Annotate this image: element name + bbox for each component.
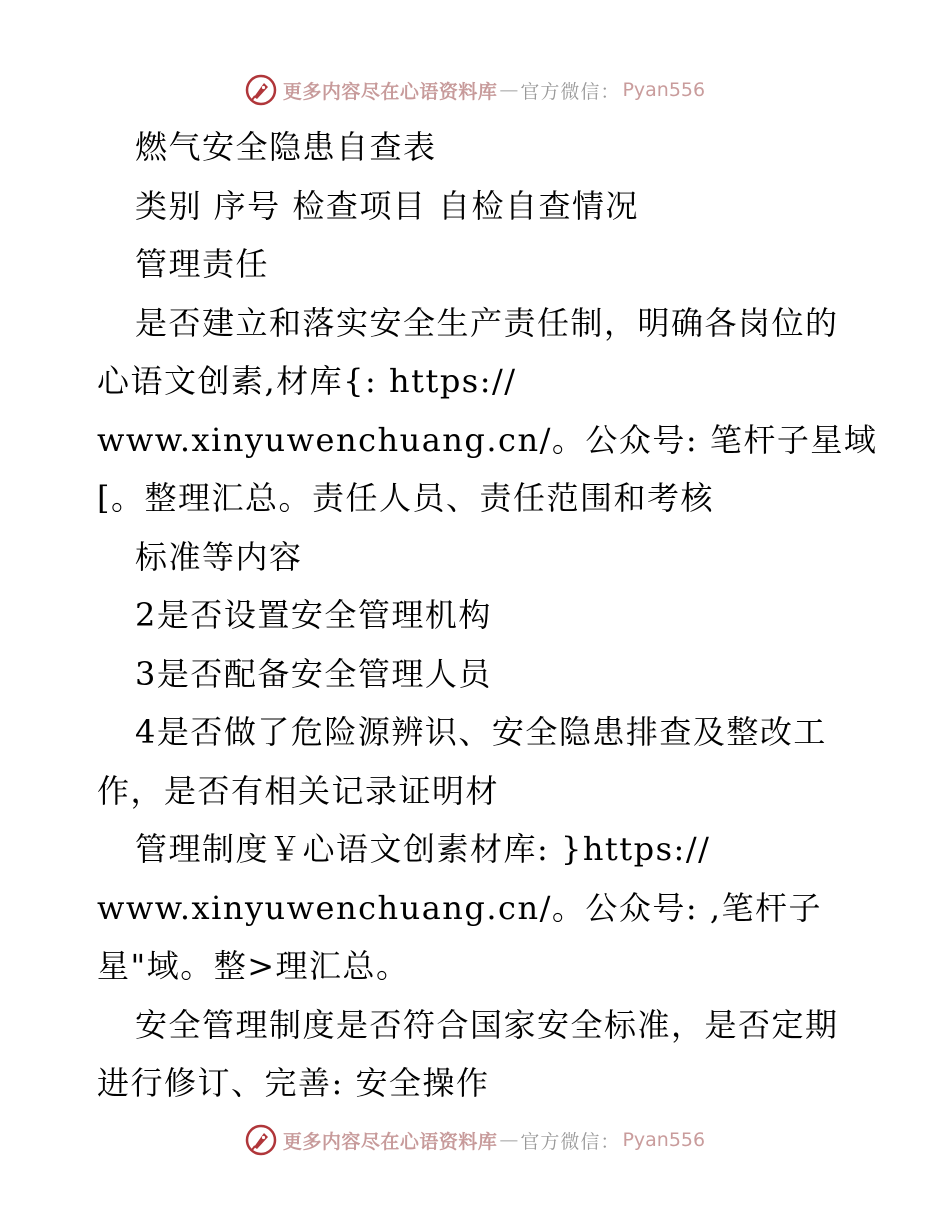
doc-paragraph-line: 安全管理制度是否符合国家安全标准，是否定期 xyxy=(135,1005,839,1044)
doc-list-item: 2是否设置安全管理机构 xyxy=(135,596,492,634)
watermark-wechat-id: Pyan556 xyxy=(622,1129,706,1151)
doc-paragraph-line: 心语文创素,材库{: https:// xyxy=(97,362,517,400)
doc-paragraph-line: 进行修订、完善: 安全操作 xyxy=(97,1064,490,1102)
watermark-official-label: 官方微信： xyxy=(520,80,621,103)
watermark-text: 更多内容尽在心语资料库 xyxy=(282,1130,498,1153)
watermark-wechat-id: Pyan556 xyxy=(622,79,706,101)
doc-title: 燃气安全隐患自查表 xyxy=(135,128,437,166)
doc-list-item: 3是否配备安全管理人员 xyxy=(135,654,492,693)
doc-section-heading: 管理制度￥心语文创素材库: }https:// xyxy=(135,830,711,868)
document-body xyxy=(97,118,878,1113)
watermark-dash: — xyxy=(499,1129,519,1151)
doc-paragraph-line: 是否建立和落实安全生产责任制，明确各岗位的 xyxy=(135,303,839,342)
doc-section-heading: 管理责任 xyxy=(135,245,270,283)
pen-nib-logo-icon xyxy=(245,1124,277,1156)
watermark-dash: — xyxy=(499,79,519,101)
watermark-text: 更多内容尽在心语资料库 xyxy=(282,80,498,103)
doc-list-item: 4是否做了危险源辨识、安全隐患排查及整改工 xyxy=(135,713,827,751)
pen-nib-logo-icon xyxy=(245,74,277,106)
watermark-official-label: 官方微信： xyxy=(520,1130,621,1153)
doc-table-header: 类别 序号 检查项目 自检自查情况 xyxy=(135,186,640,225)
doc-paragraph-line: www.xinyuwenchuang.cn/。公众号: 笔杆子星域 xyxy=(97,420,878,459)
footer-watermark xyxy=(0,1120,950,1160)
doc-paragraph-line: www.xinyuwenchuang.cn/。公众号: ,笔杆子 xyxy=(97,888,822,927)
doc-paragraph-line: 作，是否有相关记录证明材 xyxy=(97,771,500,810)
doc-paragraph-line: 标准等内容 xyxy=(135,537,303,576)
doc-paragraph-line: [。整理汇总。责任人员、责任范围和考核 xyxy=(97,479,714,517)
doc-paragraph-line: 星"域。整>理汇总。 xyxy=(97,947,410,985)
header-watermark xyxy=(0,70,950,110)
